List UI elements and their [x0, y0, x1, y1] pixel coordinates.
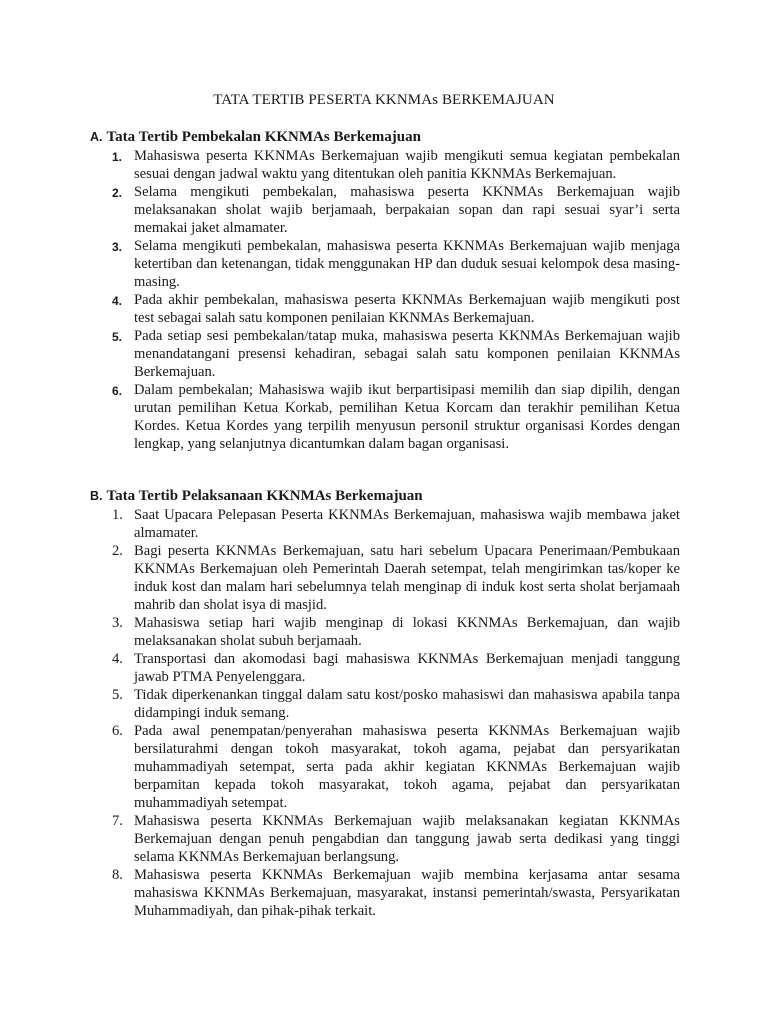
- item-text: Mahasiswa peserta KKNMAs Berkemajuan wajib mengikuti semua kegiatan pembekalan sesuai dengan jadwal waktu yang ditentukan oleh panitia KKNMAs Berkemajuan.: [134, 148, 680, 182]
- list-item: [90, 722, 680, 812]
- item-number: 2.: [112, 186, 123, 200]
- section-a-heading-text: Tata Tertib Pembekalan KKNMAs Berkemajuan: [106, 129, 421, 145]
- item-number: 4.: [112, 294, 123, 308]
- section-b-list: [90, 506, 680, 920]
- list-item: [90, 237, 680, 291]
- item-text: Dalam pembekalan; Mahasiswa wajib ikut berpartisipasi memilih dan siap dipilih, dengan urutan pemilihan Ketua Korkab, pemilihan Ketua Korcam dan terakhir pemilihan Ketua Kordes. Ketua Kordes yang terpilih menyusun personil struktur organisasi Kordes dengan lengkap, yang selanjutnya dicantumkan dalam bagan organisasi.: [134, 382, 680, 452]
- section-b-letter: B.: [90, 489, 103, 503]
- item-number: 7.: [112, 813, 123, 829]
- item-number: 4.: [112, 651, 123, 667]
- section-b-heading-text: Tata Tertib Pelaksanaan KKNMAs Berkemajuan: [106, 488, 423, 504]
- item-number: 5.: [112, 330, 123, 344]
- item-text: Pada akhir pembekalan, mahasiswa peserta KKNMAs Berkemajuan wajib mengikuti post test sebagai salah satu komponen penilaian KKNMAs Berkemajuan.: [134, 292, 680, 326]
- list-item: [90, 614, 680, 650]
- item-number: 6.: [112, 384, 123, 398]
- item-text: Saat Upacara Pelepasan Peserta KKNMAs Berkemajuan, mahasiswa wajib membawa jaket almamater.: [134, 507, 680, 541]
- list-item: [90, 506, 680, 542]
- item-number: 8.: [112, 867, 123, 883]
- item-text: Mahasiswa setiap hari wajib menginap di lokasi KKNMAs Berkemajuan, dan wajib melaksanakan sholat subuh berjamaah.: [134, 615, 680, 649]
- item-text: Selama mengikuti pembekalan, mahasiswa peserta KKNMAs Berkemajuan wajib melaksanakan sholat wajib berjamaah, berpakaian sopan dan rapi sesuai syar’i serta memakai jaket almamater.: [134, 184, 680, 236]
- item-number: 3.: [112, 615, 123, 631]
- item-text: Transportasi dan akomodasi bagi mahasiswa KKNMAs Berkemajuan menjadi tanggung jawab PTMA Penyelenggara.: [134, 651, 680, 685]
- item-text: Pada awal penempatan/penyerahan mahasiswa peserta KKNMAs Berkemajuan wajib bersilaturahmi dengan tokoh masyarakat, tokoh agama, pejabat dan persyarikatan muhammadiyah setempat, serta pada akhir kegiatan KKNMAs Berkemajuan wajib berpamitan kepada tokoh masyarakat, tokoh agama, pejabat dan persyarikatan muhammadiyah setempat.: [134, 723, 680, 811]
- list-item: [90, 327, 680, 381]
- list-item: [90, 147, 680, 183]
- section-a-list: [90, 147, 680, 453]
- item-text: Selama mengikuti pembekalan, mahasiswa peserta KKNMAs Berkemajuan wajib menjaga ketertiban dan ketenangan, tidak menggunakan HP dan duduk sesuai kelompok desa masing-masing.: [134, 238, 680, 290]
- item-text: Pada setiap sesi pembekalan/tatap muka, mahasiswa peserta KKNMAs Berkemajuan wajib menandatangani presensi kehadiran, sebagai salah satu komponen penilaian KKNMAs Berkemajuan.: [134, 328, 680, 380]
- item-number: 3.: [112, 240, 123, 254]
- section-b: [90, 487, 680, 920]
- list-item: [90, 542, 680, 614]
- list-item: [90, 183, 680, 237]
- list-item: [90, 381, 680, 453]
- item-text: Mahasiswa peserta KKNMAs Berkemajuan wajib melaksanakan kegiatan KKNMAs Berkemajuan dengan penuh pengabdian dan tanggung jawab serta dedikasi yang tinggi selama KKNMAs Berkemajuan berlangsung.: [134, 813, 680, 865]
- item-text: Bagi peserta KKNMAs Berkemajuan, satu hari sebelum Upacara Penerimaan/Pembukaan KKNMAs Berkemajuan oleh Pemerintah Daerah setempat, telah mengirimkan tas/koper ke induk kost dan malam hari sebelumnya telah menginap di induk kost serta sholat berjamaah mahrib dan sholat isya di masjid.: [134, 543, 680, 613]
- list-item: [90, 650, 680, 686]
- section-a-letter: A.: [90, 130, 103, 144]
- section-a: [90, 128, 680, 453]
- item-text: Mahasiswa peserta KKNMAs Berkemajuan wajib membina kerjasama antar sesama mahasiswa KKNMAs Berkemajuan, masyarakat, instansi pemerintah/swasta, Persyarikatan Muhammadiyah, dan pihak-pihak terkait.: [134, 867, 680, 919]
- item-number: 5.: [112, 687, 123, 703]
- item-text: Tidak diperkenankan tinggal dalam satu kost/posko mahasiswi dan mahasiswa apabila tanpa didampingi induk semang.: [134, 687, 680, 721]
- item-number: 2.: [112, 543, 123, 559]
- section-a-heading: [90, 128, 680, 146]
- list-item: [90, 686, 680, 722]
- item-number: 6.: [112, 723, 123, 739]
- list-item: [90, 866, 680, 920]
- list-item: [90, 291, 680, 327]
- list-item: [90, 812, 680, 866]
- section-b-heading: [90, 487, 680, 505]
- item-number: 1.: [112, 507, 123, 523]
- item-number: 1.: [112, 150, 123, 164]
- document-title: TATA TERTIB PESERTA KKNMAs BERKEMAJUAN: [213, 92, 555, 108]
